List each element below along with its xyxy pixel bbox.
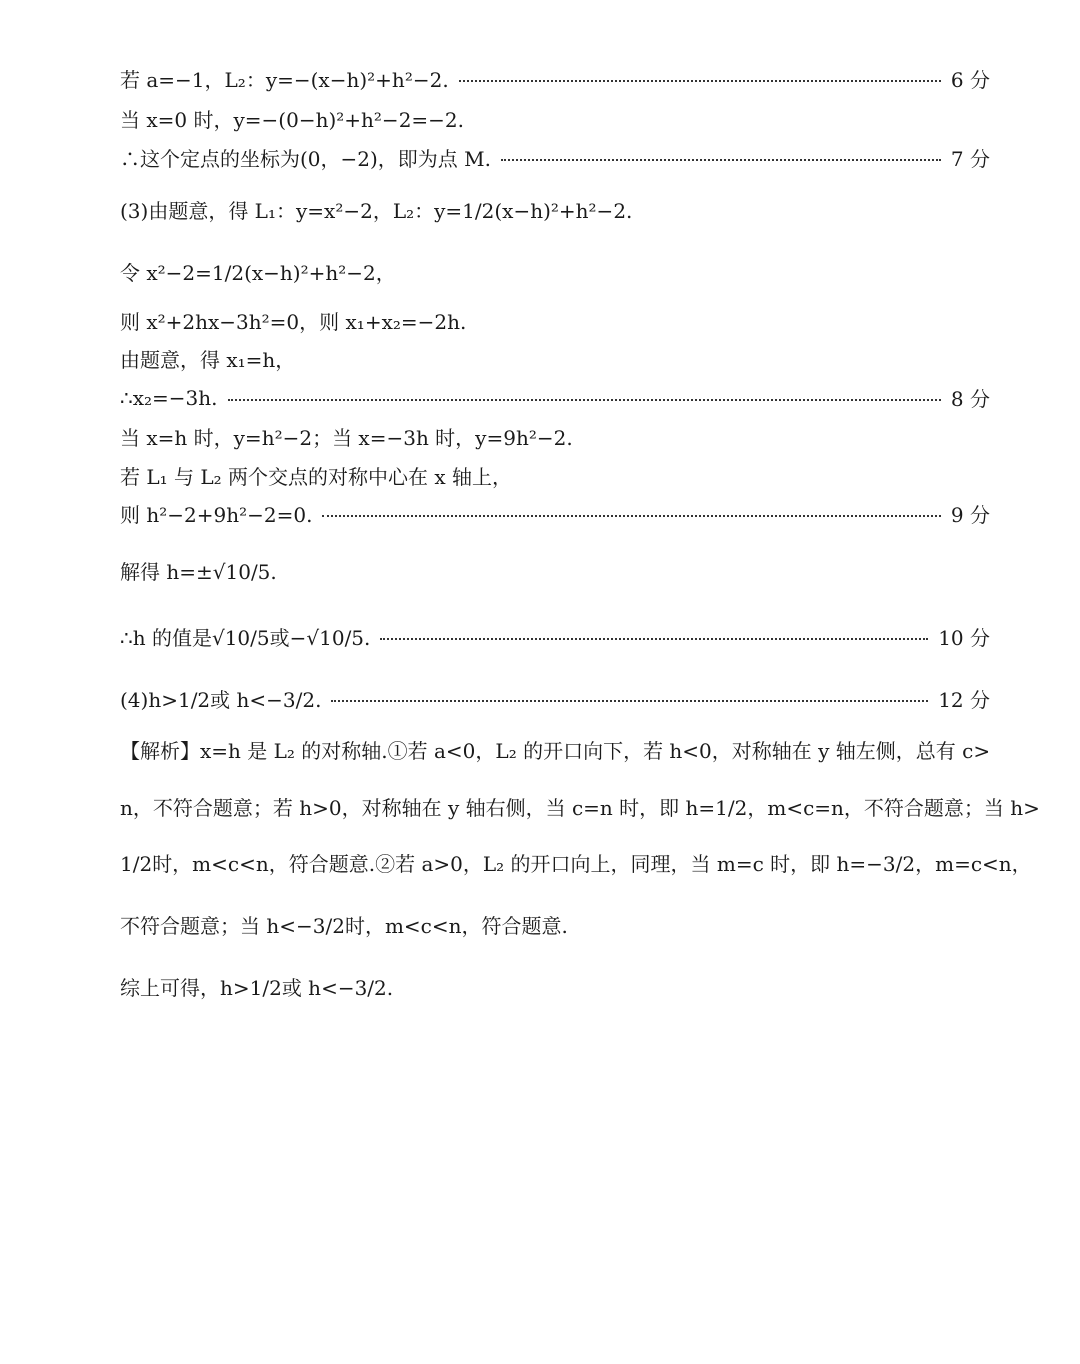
solution-line-9 — [120, 422, 990, 451]
line-text: 当 x=0 时，y=−(0−h)²+h²−2=−2. — [120, 108, 465, 132]
score-label: 8 分 — [950, 387, 990, 411]
solution-line-14 — [120, 684, 990, 713]
score-label: 9 分 — [950, 503, 990, 527]
line-text: 由题意，得 x₁=h， — [120, 348, 296, 372]
analysis-line-4: 不符合题意；当 h<−3/2时，m<c<n，符合题意. — [120, 914, 568, 938]
analysis-line-2: n，不符合题意；若 h>0，对称轴在 y 轴右侧，当 c=n 时，即 h=1/2，m<c=n，不符合题意；当 h> — [120, 796, 1040, 820]
line-text: ∴x₂=−3h. — [120, 385, 218, 410]
solution-line-4 — [120, 195, 990, 224]
leader-dots — [380, 638, 928, 640]
score-label: 6 分 — [950, 68, 990, 92]
solution-line-2 — [120, 104, 990, 133]
line-text: (4)h>1/2或 h<−3/2. — [120, 688, 322, 712]
analysis-line-3: 1/2时，m<c<n，符合题意.②若 a>0，L₂ 的开口向上，同理，当 m=c 时，即 h=−3/2，m=c<n， — [120, 852, 1032, 876]
analysis-line-1: 【解析】x=h 是 L₂ 的对称轴.①若 a<0，L₂ 的开口向下，若 h<0，对称轴在 y 轴左侧，总有 c> — [120, 739, 991, 763]
solution-line-5 — [120, 257, 990, 286]
leader-dots — [228, 399, 941, 401]
line-text: 则 x²+2hx−3h²=0，则 x₁+x₂=−2h. — [120, 310, 467, 334]
line-text: 若 a=−1，L₂：y=−(x−h)²+h²−2. — [120, 68, 449, 92]
line-text: (3)由题意，得 L₁：y=x²−2，L₂：y=1/2(x−h)²+h²−2. — [120, 199, 633, 223]
line-text: 当 x=h 时，y=h²−2；当 x=−3h 时，y=9h²−2. — [120, 426, 573, 450]
line-text: 若 L₁ 与 L₂ 两个交点的对称中心在 x 轴上， — [120, 465, 513, 489]
line-text: 则 h²−2+9h²−2=0. — [120, 503, 313, 527]
leader-dots — [459, 80, 941, 82]
line-text: 令 x²−2=1/2(x−h)²+h²−2， — [120, 261, 396, 285]
solution-line-11 — [120, 499, 990, 528]
analysis-conclusion: 综上可得，h>1/2或 h<−3/2. — [120, 976, 394, 1000]
leader-dots — [501, 159, 941, 161]
solution-line-10 — [120, 461, 990, 490]
leader-dots — [331, 700, 928, 702]
solution-line-8 — [120, 383, 990, 412]
solution-line-12 — [120, 556, 990, 585]
score-label: 7 分 — [950, 147, 990, 171]
solution-line-7 — [120, 344, 990, 373]
line-text: ∴这个定点的坐标为(0，−2)，即为点 M. — [120, 147, 492, 171]
leader-dots — [322, 515, 940, 517]
line-text: ∴h 的值是√10/5或−√10/5. — [120, 626, 371, 650]
line-text: 解得 h=±√10/5. — [120, 560, 277, 584]
solution-line-6 — [120, 306, 990, 335]
score-label: 10 分 — [938, 626, 990, 650]
score-label: 12 分 — [938, 688, 990, 712]
solution-line-13 — [120, 622, 990, 651]
solution-line-3 — [120, 143, 990, 172]
solution-line-1 — [120, 64, 990, 93]
